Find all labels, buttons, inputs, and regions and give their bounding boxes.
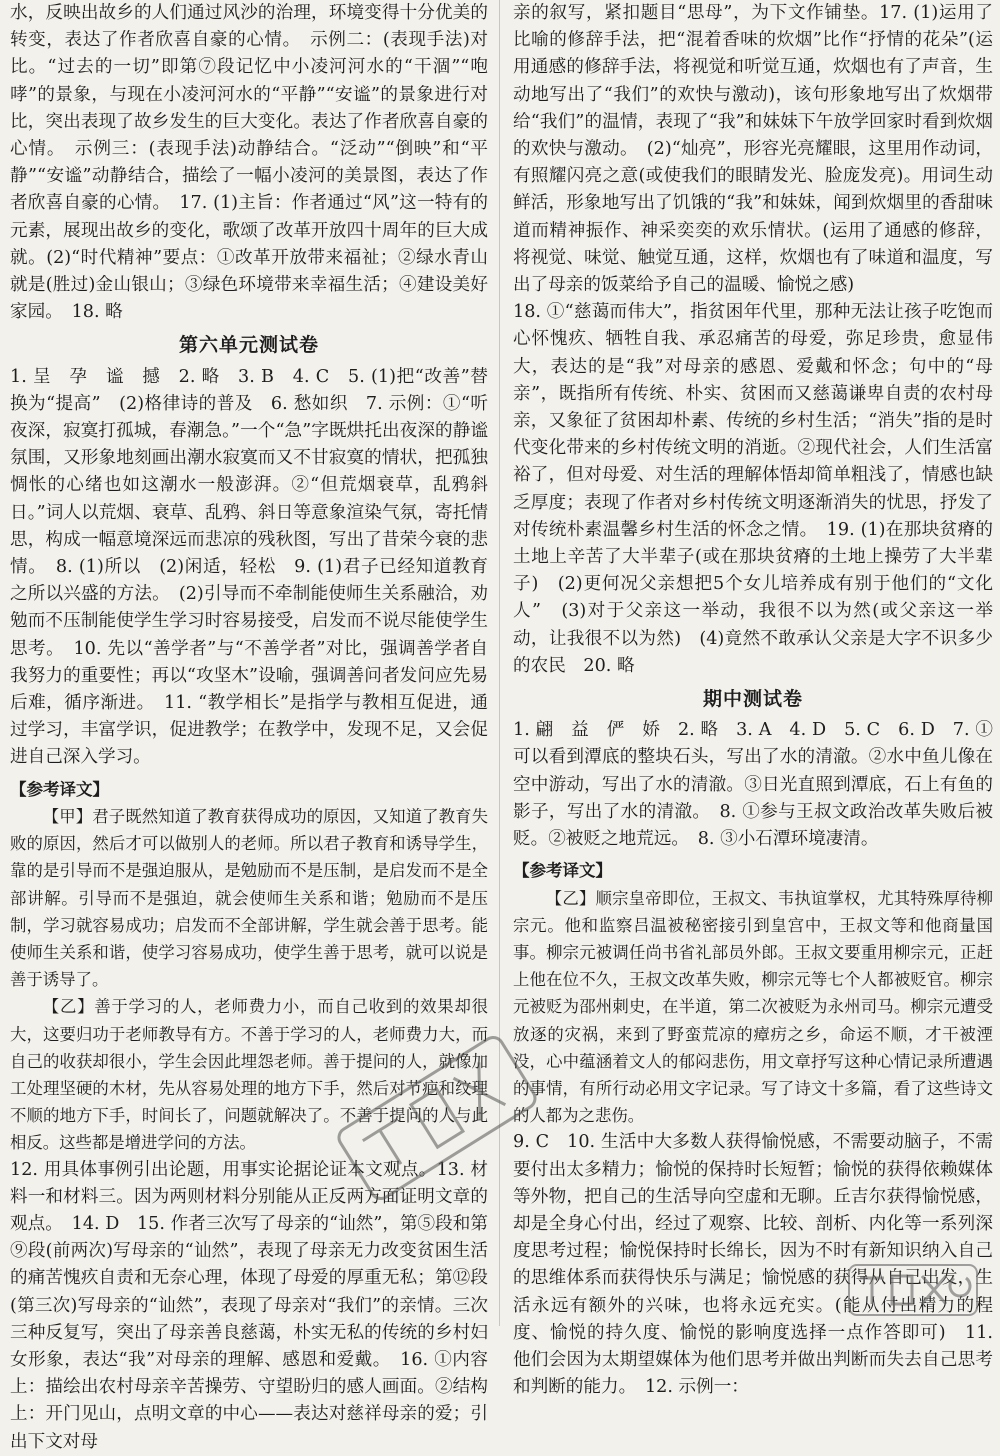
intro-paragraph: 水，反映出故乡的人们通过风沙的治理，环境变得十分优美的转变，表达了作者欣喜自豪的心情。 示例二：(表现手法)对比。“过去的一切”即第⑦段记忆中小凌河河水的“干涸”“咆哮”的景象，与现在小凌河河水的“平静”“安谧”的景象进行对比，突出表现了故乡发生的巨大变化。表达了作者欣喜自豪的心情。 示例三：(表现手法)动静结合。“泛动”“倒映”和“平静”“安谧”动静结合，描绘了一幅小凌河的美景图，表达了作者欣喜自豪的心情。 17. (1)主旨：作者通过“风”这一特有的元素，展现出故乡的变化，歌颂了改革开放四十周年的巨大成就。(2)“时代精神”要点：①改革开放带来福祉；②绿水青山就是(胜过)金山银山；③绿色环境带来幸福生活；④建设美好家园。 18. 略 xyxy=(10,3,488,323)
unit6-answers: 1. 呈 孕 谧 撼 2. 略 3. B 4. C 5. (1)把“改善”替换为“提高” (2)格律诗的普及 6. 愁如织 7. 示例：①“听夜深，寂寞打孤城，春潮急。”一个“急”字既烘托出夜深的静谧氛围，又形象地刻画出潮水寂寞而又不甘寂寞的情状，把孤独惆怅的心绪也如这潮水一般澎湃。②“但荒烟衰草，乱鸦斜日。”词人以荒烟、衰草、乱鸦、斜日等意象渲染气氛，寄托情思，构成一幅意境深远而悲凉的残秋图，写出了昔荣今衰的悲情。 8. (1)所以 (2)闲适，轻松 9. (1)君子已经知道教育之所以兴盛的方法。 (2)引导而不牵制能使师生关系融洽，劝勉而不压制能使学生学习时容易接受，启发而不说尽能使学生思考。 10. 先以“善学者”与“不善学者”对比，强调善学者自我努力的重要性；再以“攻坚木”设喻，强调善问者发问应先易后难，循序渐进。 11. “教学相长”是指学与教相互促进，通过学习，丰富学识，促进教学；在教学中，发现不足，又会促进自己深入学习。 xyxy=(10,366,488,768)
section-title-unit6: 第六单元测试卷 xyxy=(178,334,319,357)
midterm-translation-yi: 【乙】顺宗皇帝即位，王叔文、韦执谊掌权，尤其特殊厚待柳宗元。他和监察吕温被秘密接引到皇宫中，王叔文等和他商量国事。柳宗元被调任尚书省礼部员外郎。王叔文要重用柳宗元，正赶上他在位不久，王叔文改革失败，柳宗元等七个人都被贬官。柳宗元被贬为邵州刺史，在半道，第二次被贬为永州司马。柳宗元遭受放逐的灾祸，来到了野蛮荒凉的瘴疠之乡，命运不顺，才干被湮没，心中蕴涵着文人的郁闷悲伤，用文章抒写这种心情记录所遭遇的事情，有所行动必用文字记录。写了诗文十多篇，看了这些诗文的人都为之悲伤。 xyxy=(513,888,993,1126)
translation-yi: 【乙】善于学习的人，老师费力小，而自己收到的效果却很大，这要归功于老师教导有方。不善于学习的人，老师费力大，而自己的收获却很小，学生会因此埋怨老师。善于提问的人，就像加工处理坚硬的木材，先从容易处理的地方下手，然后对节疤和纹理不顺的地方下手，时间长了，问题就解决了。不善于提问的人与此相反。这些都是增进学问的方法。 xyxy=(10,997,488,1153)
answer-18-20: 18. ①“慈蔼而伟大”，指贫困年代里，那种无法让孩子吃饱而心怀愧疚、牺牲自我、承忍痛苦的母爱，弥足珍贵，愈显伟大，表达的是“我”对母亲的感恩、爱戴和怀念；句中的“母亲”，既指所有传统、朴实、贫困而又慈蔼谦卑自责的农村母亲，又象征了贫困却朴素、传统的乡村生活；“消失”指的是时代变化带来的乡村传统文明的消逝。②现代社会，人们生活富裕了，但对母爱、对生活的理解体悟却简单粗浅了，情感也缺乏厚度；表现了作者对乡村传统文明逐渐消失的忧思，抒发了对传统朴素温馨乡村生活的怀念之情。 19. (1)在那块贫瘠的土地上辛苦了大半辈子(或在那块贫瘠的土地上操劳了大半辈子) (2)更何况父亲想把5个女儿培养成有别于他们的“文化人” (3)对于父亲这一举动，我很不以为然(或父亲这一举动，让我很不以为然) (4)竟然不敢承认父亲是大字不识多少的农民 20. 略 xyxy=(513,302,993,676)
reference-translation-label: 【参考译文】 xyxy=(10,779,109,799)
midterm-answers-tail: 9. C 10. 生活中大多数人获得愉悦感，不需要动脑子，不需要付出太多精力；愉悦的保持时长短暂；愉悦的获得依赖媒体等外物，把自己的生活导向空虚和无聊。丘吉尔获得愉悦感，却是全身心付出，经过了观察、比较、剖析、内化等一系列深度思考过程；愉悦保持时长绵长，因为不时有新知识纳入自己的思维体系而获得快乐与满足；愉悦感的获得从自己出发，生活永远有额外的兴味，也将永远充实。(能从付出精力的程度、愉悦的持久度、愉悦的影响度选择一点作答即可) 11. 他们会因为太期望媒体为他们思考并做出判断而失去自己思考和判断的能力。 12. 示例一： xyxy=(513,1132,993,1398)
midterm-answers: 1. 翩 益 俨 娇 2. 略 3. A 4. D 5. C 6. D 7. ①可以看到潭底的整块石头，写出了水的清澈。②水中鱼儿像在空中游动，写出了水的清澈。③日光直照到潭底，石上有鱼的影子，写出了水的清澈。 8. ①参与王叔文政治改革失败后被贬。②被贬之地荒远。 8. ③小石潭环境凄清。 xyxy=(513,720,993,850)
unit6-answers-tail: 12. 用具体事例引出论题，用事实论据论证本文观点。13. 材料一和材料三。因为两则材料分别能从正反两方面证明文章的观点。 14. D 15. 作者三次写了母亲的“讪然”，第⑤段和第⑨段(前两次)写母亲的“讪然”，表现了母亲无力改变贫困生活的痛苦愧疚自责和无奈心理，体现了母爱的厚重无私；第⑫段(第三次)写母亲的“讪然”，表现了母亲对“我们”的亲情。三次三种反复写，突出了母亲善良慈蔼，朴实无私的传统的乡村妇女形象，表达“我”对母亲的理解、感恩和爱戴。 16. ①内容上：描绘出农村母亲辛苦操劳、守望盼归的感人画面。②结构上：开门见山，点明文章的中心——表达对慈祥母亲的爱；引出下文对母 xyxy=(10,1159,488,1452)
column-divider xyxy=(499,0,500,1326)
reference-translation-label: 【参考译文】 xyxy=(513,861,612,881)
right-intro-paragraph: 亲的叙写，紧扣题目“思母”，为下文作铺垫。17. (1)运用了比喻的修辞手法，把“混着香味的炊烟”比作“抒情的花朵”(运用通感的修辞手法，将视觉和听觉互通，炊烟也有了声音，生动地写出了“我们”的欢快与激动)，该句形象地写出了炊烟带给“我们”的温情，表现了“我”和妹妹下午放学回家时看到炊烟的欢快与激动。 (2)“灿亮”，形容光亮耀眼，这里用作动词，有照耀闪亮之意(或使我们的眼睛发光、脸庞发亮)。用词生动鲜活，形象地写出了饥饿的“我”和妹妹，闻到炊烟里的香甜味道而精神振作、神采奕奕的欢乐情状。(运用了通感的修辞，将视觉、味觉、触觉互通，这样，炊烟也有了味道和温度，写出了母亲的饭菜给予自己的温暖、愉悦之感) xyxy=(513,3,993,296)
section-title-midterm: 期中测试卷 xyxy=(702,688,803,711)
left-column xyxy=(10,0,488,1456)
right-column xyxy=(513,0,993,1401)
translation-jia: 【甲】君子既然知道了教育获得成功的原因，又知道了教育失败的原因，然后才可以做别人的老师。所以君子教育和诱导学生，靠的是引导而不是强迫服从，是勉励而不是压制，是启发而不是全部讲解。引导而不是强迫，就会使师生关系和谐；勉励而不是压制，学习就容易成功；启发而不全部讲解，学生就会善于思考。能使师生关系和谐，使学习容易成功，使学生善于思考，就可以说是善于诱导了。 xyxy=(10,806,488,990)
